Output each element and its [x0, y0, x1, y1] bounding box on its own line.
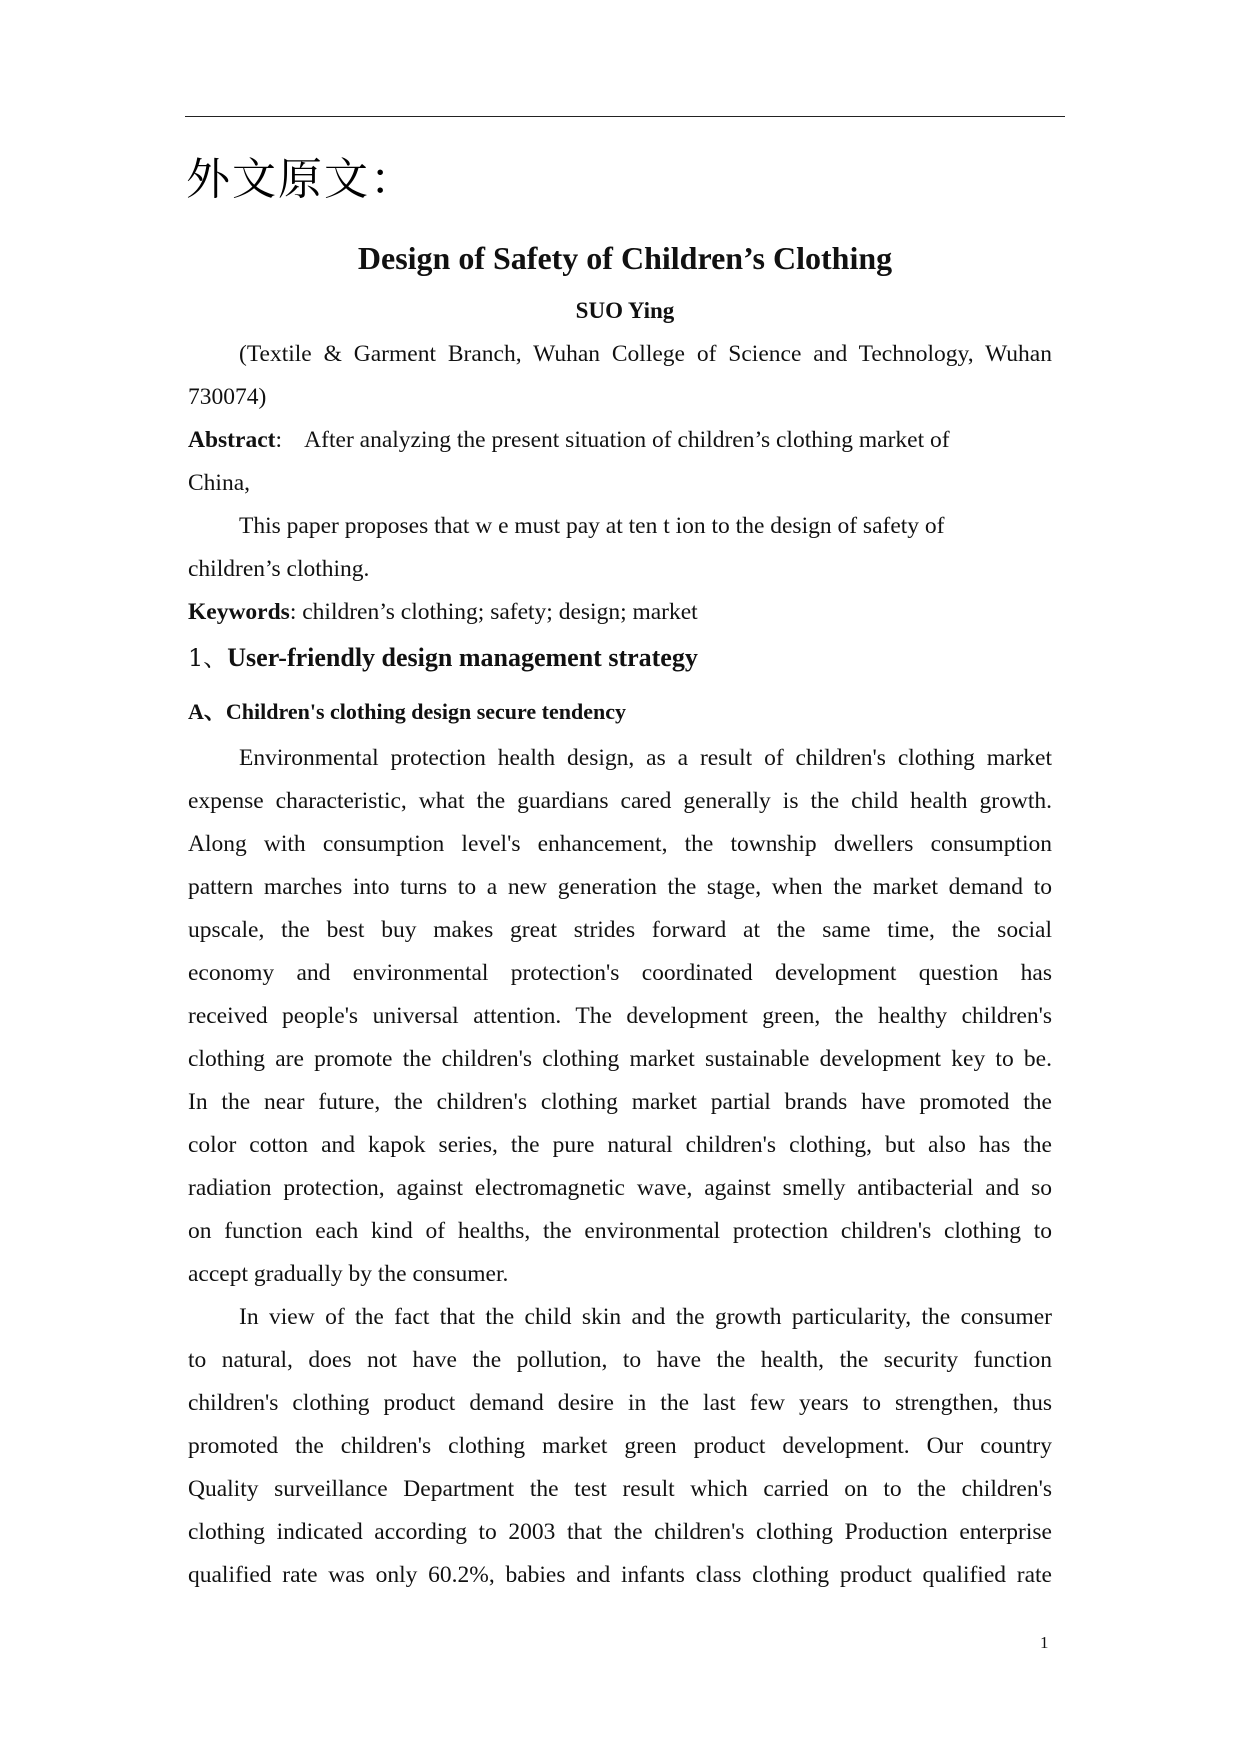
subsection-heading: A、Children's clothing design secure tendency [188, 699, 626, 724]
section-heading [188, 642, 698, 674]
keywords-label: Keywords [188, 599, 290, 625]
body-line: to natural, does not have the pollution, to have the health, the security function [188, 1347, 1052, 1373]
abstract-label: Abstract [188, 427, 276, 453]
body-line: radiation protection, against electromagnetic wave, against smelly antibacterial and so [188, 1175, 1052, 1201]
paper-author: SUO Ying [575, 298, 675, 323]
body-line: qualified rate was only 60.2%, babies and infants class clothing product qualified rate [188, 1562, 1052, 1588]
body-line: promoted the children's clothing market green product development. Our country [188, 1433, 1052, 1459]
body-line: children's clothing product demand desire in the last few years to strengthen, thus [188, 1390, 1052, 1416]
foreign-original-heading: 外文原文： [186, 154, 416, 205]
paper-title: Design of Safety of Children’s Clothing [357, 240, 893, 276]
body-line: on function each kind of healths, the environmental protection children's clothing to [188, 1218, 1052, 1244]
body-line: economy and environmental protection's coordinated development question has [188, 960, 1052, 986]
body-line: In the near future, the children's clothing market partial brands have promoted the [188, 1089, 1052, 1115]
body-line: In view of the fact that the child skin and the growth particularity, the consumer [239, 1304, 1052, 1330]
abstract-line: children’s clothing. [188, 556, 370, 582]
section-title: User-friendly design management strategy [227, 643, 698, 672]
body-line: pattern marches into turns to a new generation the stage, when the market demand to [188, 874, 1052, 900]
abstract-line: This paper proposes that w e must pay at ten t ion to the design of safety of [239, 513, 945, 539]
body-line: color cotton and kapok series, the pure natural children's clothing, but also has the [188, 1132, 1052, 1158]
affiliation-line: (Textile & Garment Branch, Wuhan College of Science and Technology, Wuhan [239, 341, 1052, 367]
keywords-line [188, 596, 698, 628]
body-line: clothing indicated according to 2003 that the children's clothing Production enterprise [188, 1519, 1052, 1545]
body-line: Quality surveillance Department the test result which carried on to the children's [188, 1476, 1052, 1502]
body-line: Along with consumption level's enhancement, the township dwellers consumption [188, 831, 1052, 857]
header-rule [185, 116, 1065, 117]
keywords-text: : children’s clothing; safety; design; market [289, 599, 698, 625]
abstract-text: : After analyzing the present situation of children’s clothing market of [275, 427, 950, 453]
page-number: 1 [1040, 1633, 1049, 1652]
abstract-line: China, [188, 470, 251, 496]
affiliation-line: 730074) [188, 384, 267, 410]
body-line: Environmental protection health design, as a result of children's clothing market [239, 745, 1052, 771]
body-line: received people's universal attention. The development green, the healthy children's [188, 1003, 1052, 1029]
body-line: accept gradually by the consumer. [188, 1261, 509, 1287]
abstract-line [188, 424, 950, 456]
body-line: upscale, the best buy makes great strides forward at the same time, the social [188, 917, 1052, 943]
body-line: expense characteristic, what the guardians cared generally is the child health growth. [188, 788, 1052, 814]
body-line: clothing are promote the children's clothing market sustainable development key to be. [188, 1046, 1052, 1072]
section-number: 1、 [188, 644, 228, 672]
